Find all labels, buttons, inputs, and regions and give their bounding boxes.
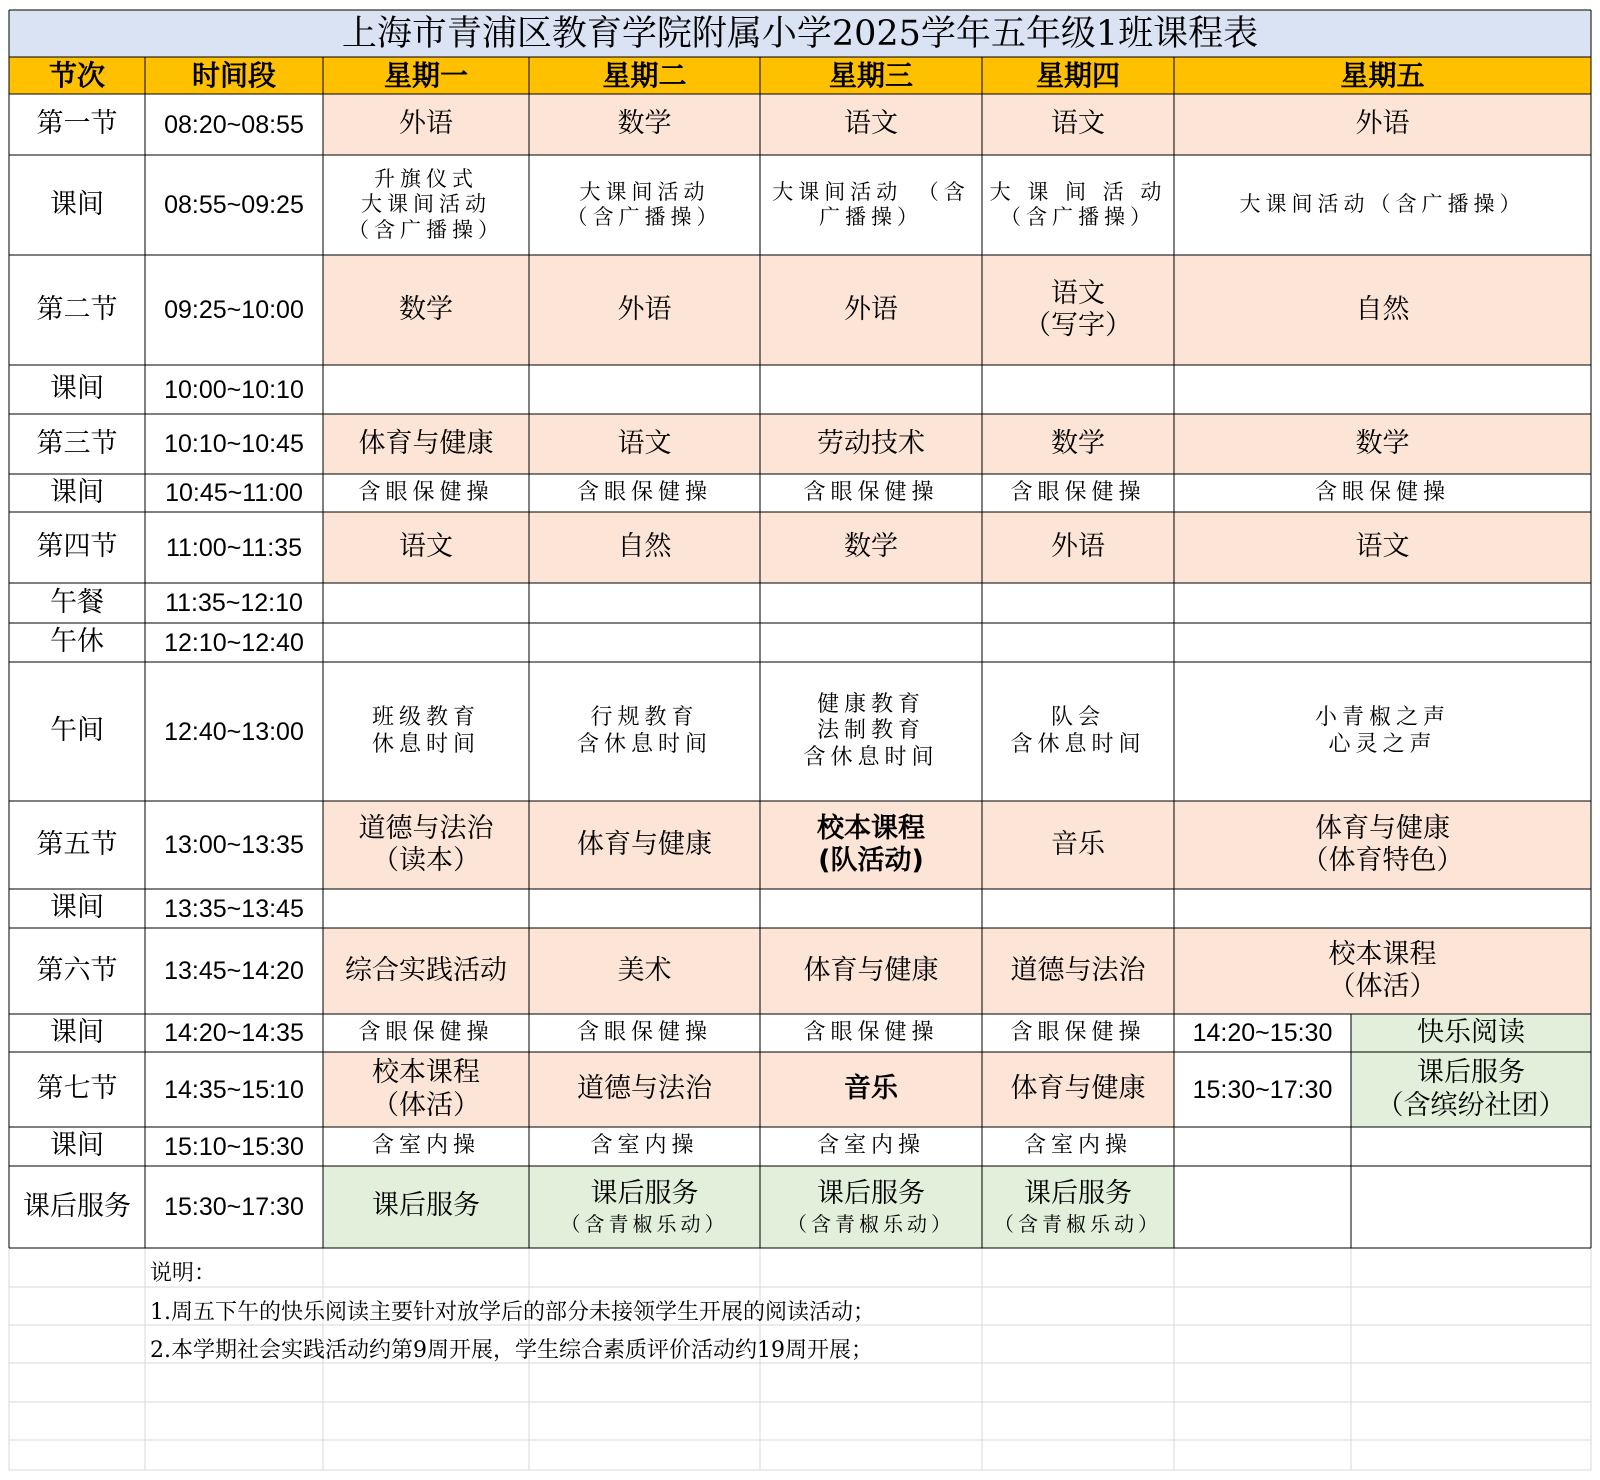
break7-cell: 含室内操 <box>590 1133 699 1159</box>
break3-cell: 含眼保健操 <box>803 479 939 505</box>
row-label: 第六节 <box>36 954 118 986</box>
p3-cell: 语文 <box>529 414 760 474</box>
p1-cell: 外语 <box>323 94 529 155</box>
p7-cell: 音乐 <box>760 1052 982 1127</box>
break7-cell: 含室内操 <box>816 1133 925 1159</box>
header-0: 节次 <box>9 57 145 94</box>
p4-cell: 语文 <box>323 512 529 583</box>
p6-cell: 体育与健康 <box>760 928 982 1014</box>
p5-cell: 体育与健康 （体育特色） <box>1174 801 1591 889</box>
p3-cell: 劳动技术 <box>760 414 982 474</box>
noon-cell: 健康教育 法制教育 含休息时间 <box>803 691 939 770</box>
p7-cell: 体育与健康 <box>982 1052 1174 1127</box>
p4-cell: 外语 <box>982 512 1174 583</box>
p6-cell: 综合实践活动 <box>323 928 529 1014</box>
after-school-main: 课后服务 <box>1024 1177 1132 1209</box>
p2-cell: 外语 <box>529 255 760 365</box>
break3-cell: 含眼保健操 <box>576 479 712 505</box>
row-time: 13:00~13:35 <box>164 831 304 859</box>
notes-line-2: 2.本学期社会实践活动约第9周开展，学生综合素质评价活动约19周开展； <box>150 1338 873 1363</box>
empty-merged-cell <box>324 624 1590 662</box>
row-label: 第三节 <box>36 427 118 459</box>
p1-cell: 语文 <box>760 94 982 155</box>
row-time: 08:55~09:25 <box>164 191 304 219</box>
p7-cell: 道德与法治 <box>529 1052 760 1127</box>
friday-activity-1: 快乐阅读 <box>1351 1014 1591 1052</box>
row-time: 12:10~12:40 <box>164 628 304 657</box>
p2-cell: 语文 （写字） <box>982 255 1174 365</box>
p6-cell: 校本课程 （体活） <box>1174 928 1591 1014</box>
break3-cell: 含眼保健操 <box>1010 479 1146 505</box>
row-time: 11:35~12:10 <box>165 589 303 617</box>
break6-cell: 含眼保健操 <box>1010 1019 1146 1045</box>
notes-heading: 说明： <box>150 1261 217 1286</box>
p1-cell: 语文 <box>982 94 1174 155</box>
row-time: 14:20~14:35 <box>164 1019 304 1047</box>
p4-cell: 语文 <box>1174 512 1591 583</box>
row-time: 14:35~15:10 <box>164 1075 304 1104</box>
break1-cell: 升旗仪式 大课间活动 （含广播操） <box>348 167 504 242</box>
p3-cell: 体育与健康 <box>323 414 529 474</box>
row-label: 课间 <box>50 1016 104 1048</box>
after-school-main: 课后服务 <box>590 1177 699 1209</box>
row-time: 08:20~08:55 <box>164 110 304 139</box>
row-time: 10:00~10:10 <box>164 375 304 404</box>
p5-cell: 道德与法治 （读本） <box>323 801 529 889</box>
row-label: 课间 <box>50 373 104 405</box>
row-label: 第四节 <box>36 531 118 563</box>
p2-cell: 数学 <box>323 255 529 365</box>
p3-cell: 数学 <box>1174 414 1591 474</box>
row-time: 13:35~13:45 <box>164 894 304 923</box>
header-4: 星期三 <box>760 57 982 94</box>
after-school-sub: （含青椒乐动） <box>560 1212 729 1237</box>
row-label: 第一节 <box>36 108 118 140</box>
empty-merged-cell <box>324 584 1590 623</box>
row-label: 课间 <box>50 892 104 924</box>
noon-cell: 队会 含休息时间 <box>1010 705 1146 757</box>
break3-cell: 含眼保健操 <box>1314 479 1450 505</box>
break1-cell: 大课间活动 （含 广播操） <box>772 179 970 229</box>
friday-time-2: 15:30~17:30 <box>1192 1075 1333 1104</box>
header-6: 星期五 <box>1174 57 1591 94</box>
p1-cell: 数学 <box>529 94 760 155</box>
break7-cell: 含室内操 <box>1023 1133 1132 1159</box>
p7-cell: 校本课程 （体活） <box>323 1052 529 1127</box>
row-label: 第二节 <box>36 293 118 325</box>
row-label: 午间 <box>50 715 104 747</box>
row-time: 10:45~11:00 <box>165 479 303 507</box>
p2-cell: 自然 <box>1174 255 1591 365</box>
p2-cell: 外语 <box>760 255 982 365</box>
row-label: 课间 <box>50 1130 104 1162</box>
page-title: 上海市青浦区教育学院附属小学2025学年五年级1班课程表 <box>9 10 1591 57</box>
break1-cell: 大课间活动（含广播操） <box>1239 192 1526 217</box>
friday-empty <box>1174 1166 1351 1248</box>
p5-cell: 音乐 <box>982 801 1174 889</box>
after-school-cell <box>760 1166 982 1248</box>
notes-line-1: 1.周五下午的快乐阅读主要针对放学后的部分未接领学生开展的阅读活动； <box>150 1300 875 1325</box>
row-label: 课后服务 <box>23 1190 131 1222</box>
after-school-main: 课后服务 <box>372 1189 480 1221</box>
noon-cell: 行规教育 含休息时间 <box>576 705 712 757</box>
header-3: 星期二 <box>529 57 760 94</box>
row-label: 午餐 <box>50 586 104 618</box>
p5-cell: 校本课程 (队活动) <box>760 801 982 889</box>
row-time: 12:40~13:00 <box>164 717 304 746</box>
p1-cell: 外语 <box>1174 94 1591 155</box>
p6-cell: 美术 <box>529 928 760 1014</box>
break7-cell: 含室内操 <box>371 1133 480 1159</box>
row-time: 15:10~15:30 <box>164 1132 304 1161</box>
row-time: 11:00~11:35 <box>165 533 302 562</box>
break6-cell: 含眼保健操 <box>803 1019 939 1045</box>
noon-cell: 班级教育 休息时间 <box>371 705 480 757</box>
row-label: 午休 <box>50 626 104 658</box>
p5-cell: 体育与健康 <box>529 801 760 889</box>
break3-cell: 含眼保健操 <box>358 479 494 505</box>
p4-cell: 自然 <box>529 512 760 583</box>
after-school-cell <box>529 1166 760 1248</box>
after-school-sub: （含青椒乐动） <box>994 1212 1162 1237</box>
p6-cell: 道德与法治 <box>982 928 1174 1014</box>
friday-time-1: 14:20~15:30 <box>1192 1019 1333 1047</box>
header-1: 时间段 <box>145 57 323 94</box>
p4-cell: 数学 <box>760 512 982 583</box>
row-time: 10:10~10:45 <box>164 430 304 458</box>
empty-merged-cell <box>324 366 1590 414</box>
row-label: 课间 <box>50 476 104 508</box>
p3-cell: 数学 <box>982 414 1174 474</box>
row-label: 课间 <box>50 188 104 220</box>
after-school-cell <box>323 1166 529 1248</box>
friday-empty <box>1174 1127 1351 1166</box>
friday-empty <box>1351 1127 1591 1166</box>
header-5: 星期四 <box>982 57 1174 94</box>
after-school-cell <box>982 1166 1174 1248</box>
break1-cell: 大 课 间 活 动 （含广播操） <box>989 179 1167 229</box>
break6-cell: 含眼保健操 <box>576 1019 712 1045</box>
friday-empty <box>1351 1166 1591 1248</box>
after-school-main: 课后服务 <box>817 1177 925 1209</box>
row-time: 09:25~10:00 <box>164 296 304 324</box>
row-label: 第五节 <box>36 828 118 860</box>
break6-cell: 含眼保健操 <box>358 1019 494 1045</box>
row-time: 15:30~17:30 <box>164 1193 304 1221</box>
header-2: 星期一 <box>323 57 529 94</box>
row-label: 第七节 <box>36 1073 118 1105</box>
break1-cell: 大课间活动 （含广播操） <box>566 179 723 229</box>
friday-activity-2: 课后服务 （含缤纷社团） <box>1351 1052 1591 1127</box>
row-time: 13:45~14:20 <box>164 957 304 985</box>
noon-cell: 小青椒之声 心灵之声 <box>1314 705 1450 757</box>
after-school-sub: （含青椒乐动） <box>787 1212 955 1237</box>
